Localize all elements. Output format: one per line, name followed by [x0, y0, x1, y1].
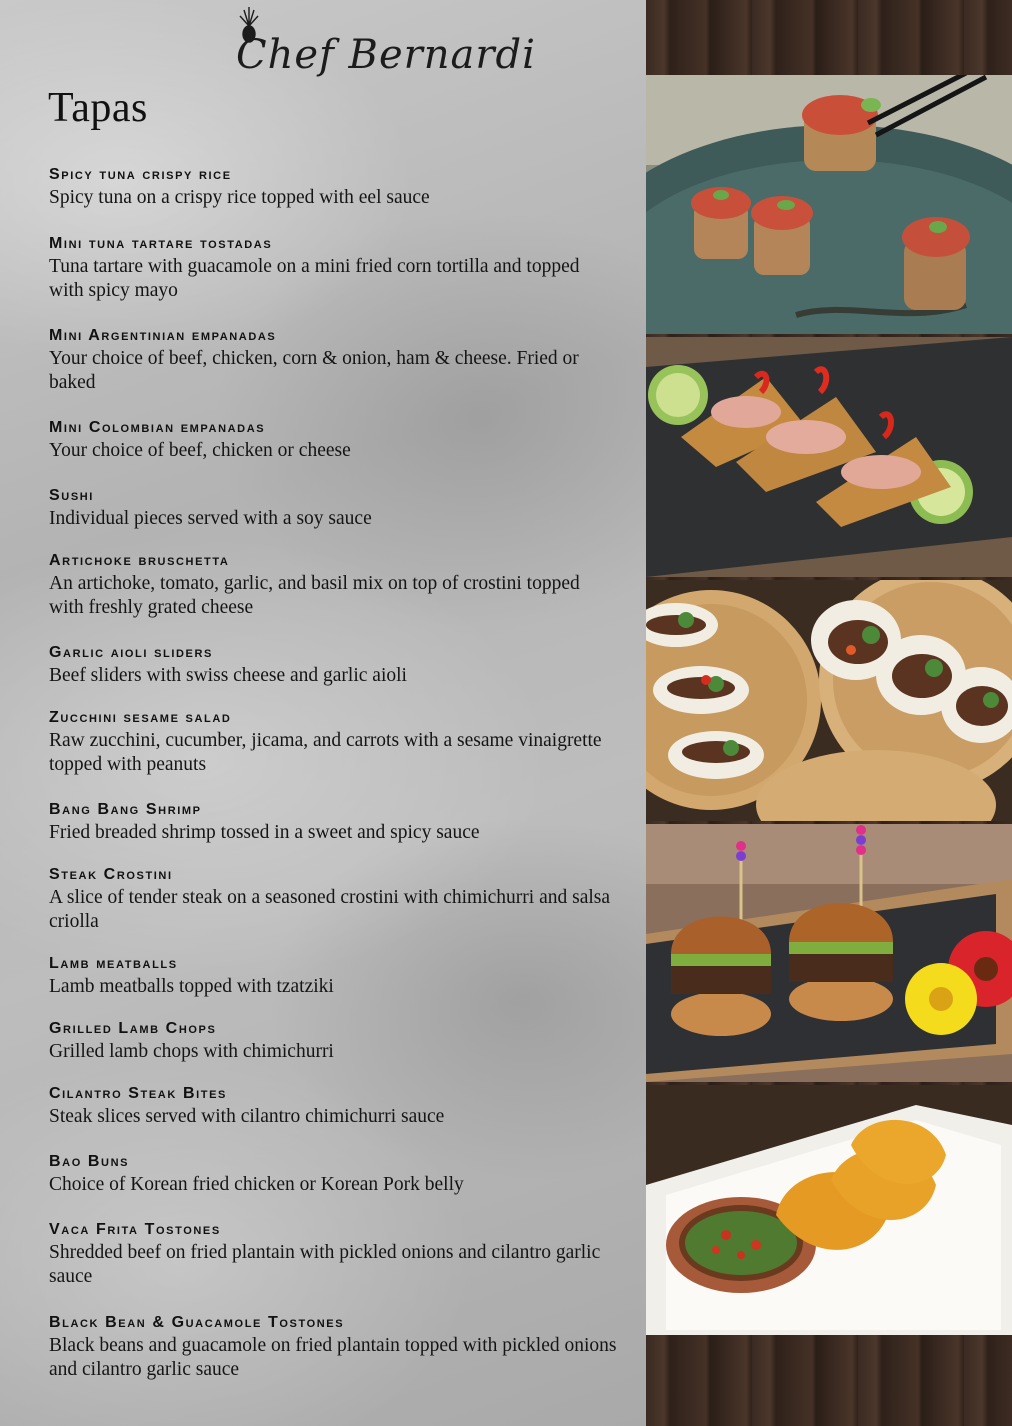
menu-item-name: Cilantro Steak Bites: [49, 1085, 227, 1102]
menu-item-description: A slice of tender steak on a seasoned crostini with chimichurri and salsa criolla: [49, 887, 611, 932]
menu-item: [49, 644, 619, 688]
menu-item-name: Garlic aioli sliders: [49, 644, 213, 661]
menu-item-name: Mini Argentinian empanadas: [49, 327, 277, 344]
menu-item: [49, 1085, 619, 1129]
menu-item-description: Shredded beef on fried plantain with pickled onions and cilantro garlic sauce: [49, 1242, 601, 1287]
chef-logo: [228, 6, 536, 98]
menu-item-description: Your choice of beef, chicken or cheese: [49, 440, 351, 461]
menu-item-name: Artichoke bruschetta: [49, 552, 230, 569]
menu-item: [49, 1153, 619, 1197]
menu-item: [49, 955, 619, 999]
menu-item: [49, 166, 619, 210]
menu-item-name: Zucchini sesame salad: [49, 709, 232, 726]
menu-item: [49, 709, 619, 776]
menu-item-name: Lamb meatballs: [49, 955, 178, 972]
menu-item-description: Steak slices served with cilantro chimichurri sauce: [49, 1106, 445, 1127]
menu-item: [49, 487, 619, 531]
menu-item-description: Individual pieces served with a soy sauce: [49, 508, 372, 529]
menu-item-description: Lamb meatballs topped with tzatziki: [49, 976, 334, 997]
photo-column: [646, 0, 1012, 1426]
menu-item-description: Black beans and guacamole on fried plantain topped with pickled onions and cilantro garlic sauce: [49, 1335, 617, 1380]
tostadas-photo: [646, 337, 1012, 577]
menu-item: [49, 1221, 619, 1288]
menu-item-description: Fried breaded shrimp tossed in a sweet and spicy sauce: [49, 822, 480, 843]
menu-item-name: Bao Buns: [49, 1153, 130, 1170]
menu-item-name: Mini tuna tartare tostadas: [49, 235, 273, 252]
menu-item-name: Black Bean & Guacamole Tostones: [49, 1314, 345, 1331]
menu-item-name: Grilled Lamb Chops: [49, 1020, 217, 1037]
menu-item-description: Spicy tuna on a crispy rice topped with eel sauce: [49, 187, 430, 208]
menu-item-description: Beef sliders with swiss cheese and garlic aioli: [49, 665, 407, 686]
menu-item-description: An artichoke, tomato, garlic, and basil mix on top of crostini topped with freshly grated cheese: [49, 573, 580, 618]
menu-item: [49, 552, 619, 619]
menu-item-description: Tuna tartare with guacamole on a mini fried corn tortilla and topped with spicy mayo: [49, 256, 580, 301]
menu-item: [49, 866, 619, 933]
menu-item: [49, 801, 619, 845]
crispy-rice-photo: [646, 75, 1012, 334]
menu-item-description: Grilled lamb chops with chimichurri: [49, 1041, 334, 1062]
menu-item: [49, 419, 619, 463]
menu-item: [49, 1020, 619, 1064]
menu-item: [49, 235, 619, 302]
bao-buns-photo: [646, 580, 1012, 821]
menu-item-name: Vaca Frita Tostones: [49, 1221, 221, 1238]
page-title: Tapas: [48, 85, 148, 131]
menu-item-description: Raw zucchini, cucumber, jicama, and carrots with a sesame vinaigrette topped with peanuts: [49, 730, 602, 775]
menu-item-name: Sushi: [49, 487, 94, 504]
menu-item-description: Choice of Korean fried chicken or Korean Pork belly: [49, 1174, 464, 1195]
menu-item-description: Your choice of beef, chicken, corn & onion, ham & cheese. Fried or baked: [49, 348, 579, 393]
menu-item: [49, 327, 619, 394]
menu-item-name: Bang Bang Shrimp: [49, 801, 202, 818]
menu-item: [49, 1314, 619, 1381]
menu-item-name: Mini Colombian empanadas: [49, 419, 266, 436]
empanadas-photo: [646, 1085, 1012, 1335]
menu-item-name: Spicy tuna crispy rice: [49, 166, 232, 183]
logo-text: Chef Bernardi: [236, 32, 536, 78]
menu-item-name: Steak Crostini: [49, 866, 173, 883]
sliders-photo: [646, 824, 1012, 1082]
